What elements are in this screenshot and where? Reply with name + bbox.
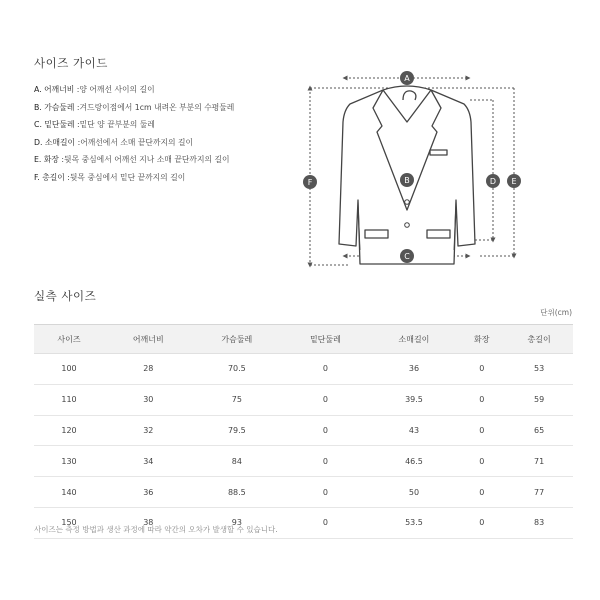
- cell-size: 150: [34, 507, 104, 538]
- cell-cb-sleeve: 0: [458, 477, 505, 508]
- cell-sleeve: 39.5: [370, 384, 459, 415]
- cell-size: 110: [34, 384, 104, 415]
- cell-cb-sleeve: 0: [458, 507, 505, 538]
- cell-shoulder: 34: [104, 446, 193, 477]
- cell-total-length: 77: [505, 477, 573, 508]
- cell-size: 100: [34, 354, 104, 385]
- size-guide-title: 사이즈 가이드: [34, 56, 108, 70]
- measurement-note: 사이즈는 측정 방법과 생산 과정에 따라 약간의 오차가 발생할 수 있습니다.: [34, 525, 278, 534]
- label-a-marker: [400, 71, 414, 85]
- table-row: [34, 477, 573, 508]
- cell-chest: 79.5: [193, 415, 282, 446]
- guide-item-e: E. 화장 :뒷목 중심에서 어깨선 지나 소매 끝단까지의 길이: [34, 155, 230, 165]
- cell-shoulder: 28: [104, 354, 193, 385]
- cell-sleeve: 36: [370, 354, 459, 385]
- cell-hem: 0: [281, 415, 370, 446]
- label-b: B: [404, 176, 410, 185]
- guide-item-f: F. 총길이 :뒷목 중심에서 밑단 끝까지의 길이: [34, 172, 186, 182]
- measurement-title: 실측 사이즈: [34, 289, 97, 303]
- table-row: [34, 446, 573, 477]
- label-e-marker: [507, 174, 521, 188]
- label-b-marker: [400, 173, 414, 187]
- table-row: [34, 354, 573, 385]
- jacket-diagram: [290, 60, 540, 285]
- label-a: A: [404, 74, 410, 83]
- guide-item-b: B. 가슴둘레 :겨드랑이점에서 1cm 내려온 부분의 수평둘레: [34, 102, 235, 112]
- cell-chest: 93: [193, 507, 282, 538]
- cell-shoulder: 32: [104, 415, 193, 446]
- label-d: D: [489, 177, 497, 186]
- col-cb-sleeve: 화장: [458, 325, 505, 354]
- cell-chest: 84: [193, 446, 282, 477]
- cell-total-length: 65: [505, 415, 573, 446]
- label-c: C: [404, 252, 410, 261]
- table-row: [34, 384, 573, 415]
- col-size: 사이즈: [34, 325, 104, 354]
- guide-item-d: D. 소매길이 :어깨선에서 소매 끝단까지의 길이: [34, 137, 194, 147]
- guide-list: [34, 84, 234, 190]
- cell-total-length: 71: [505, 446, 573, 477]
- col-hem: 밑단둘레: [281, 325, 370, 354]
- col-sleeve: 소매길이: [370, 325, 459, 354]
- cell-chest: 88.5: [193, 477, 282, 508]
- col-chest: 가슴둘레: [193, 325, 282, 354]
- cell-hem: 0: [281, 384, 370, 415]
- label-d-marker: [486, 174, 500, 188]
- label-f-marker: [303, 175, 317, 189]
- unit-label: 단위(cm): [540, 308, 572, 317]
- label-c-marker: [400, 249, 414, 263]
- cell-sleeve: 50: [370, 477, 459, 508]
- col-total-length: 총길이: [505, 325, 573, 354]
- cell-sleeve: 46.5: [370, 446, 459, 477]
- size-table: [34, 324, 573, 539]
- cell-shoulder: 38: [104, 507, 193, 538]
- cell-total-length: 59: [505, 384, 573, 415]
- col-shoulder: 어깨너비: [104, 325, 193, 354]
- table-row: [34, 415, 573, 446]
- cell-hem: 0: [281, 354, 370, 385]
- cell-hem: 0: [281, 446, 370, 477]
- guide-item-c: C. 밑단둘레 :밑단 양 끝부분의 둘레: [34, 120, 155, 130]
- cell-hem: 0: [281, 507, 370, 538]
- cell-cb-sleeve: 0: [458, 415, 505, 446]
- guide-item-a: A. 어깨너비 :양 어깨선 사이의 길이: [34, 85, 155, 94]
- cell-chest: 70.5: [193, 354, 282, 385]
- cell-shoulder: 30: [104, 384, 193, 415]
- cell-cb-sleeve: 0: [458, 384, 505, 415]
- table-header-row: [34, 325, 573, 354]
- cell-size: 130: [34, 446, 104, 477]
- cell-size: 120: [34, 415, 104, 446]
- cell-cb-sleeve: 0: [458, 354, 505, 385]
- label-e: E: [511, 177, 517, 186]
- cell-chest: 75: [193, 384, 282, 415]
- cell-shoulder: 36: [104, 477, 193, 508]
- cell-hem: 0: [281, 477, 370, 508]
- label-f: F: [307, 178, 313, 187]
- cell-total-length: 83: [505, 507, 573, 538]
- cell-size: 140: [34, 477, 104, 508]
- cell-total-length: 53: [505, 354, 573, 385]
- cell-sleeve: 43: [370, 415, 459, 446]
- cell-cb-sleeve: 0: [458, 446, 505, 477]
- cell-sleeve: 53.5: [370, 507, 459, 538]
